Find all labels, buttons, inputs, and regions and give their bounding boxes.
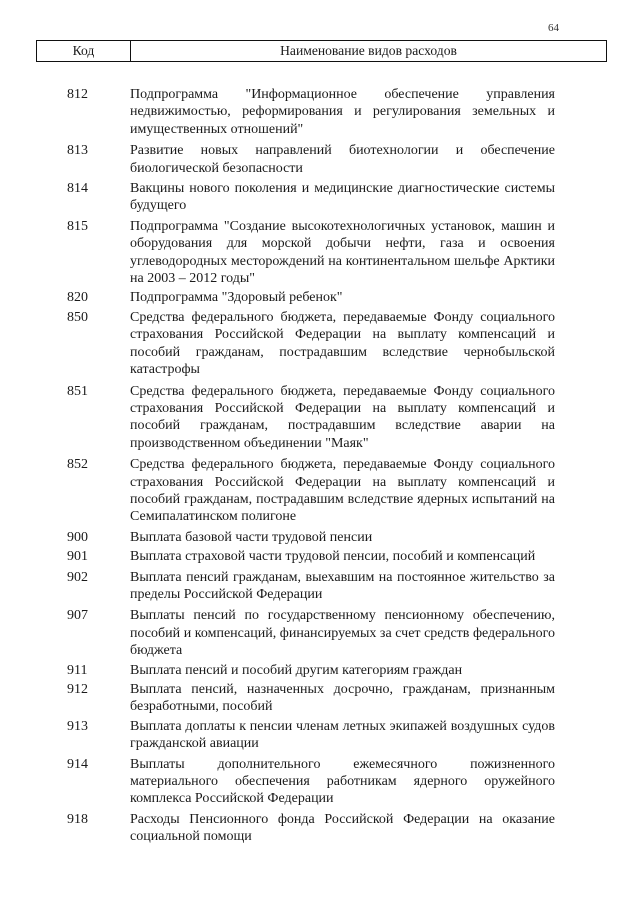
row-description: Выплата страховой части трудовой пенсии, пособий и компенсаций [130, 549, 536, 565]
row-code: 812 [67, 87, 88, 102]
row-code: 820 [67, 290, 88, 306]
row-description: Выплата пенсий и пособий другим категориям граждан [130, 662, 463, 678]
row-description: Расходы Пенсионного фонда Российской Федерации на оказание социальной помощи [130, 811, 555, 845]
row-code: 913 [67, 718, 88, 734]
row-description: Подпрограмма "Здоровый ребенок" [130, 290, 343, 306]
row-code: 814 [67, 181, 88, 197]
page-number: 64 [548, 22, 559, 34]
table-row [0, 607, 640, 659]
row-code: 901 [67, 549, 88, 565]
row-description: Развитие новых направлений биотехнологии и обеспечение биологической безопасности [130, 143, 555, 176]
row-description: Выплата доплаты к пенсии членам летных экипажей воздушных судов гражданской авиации [130, 718, 555, 752]
table-row [0, 309, 640, 379]
row-code: 902 [67, 569, 88, 585]
row-code: 852 [67, 457, 88, 473]
table-row [0, 218, 640, 288]
row-code: 911 [67, 662, 88, 678]
table-row [0, 662, 640, 679]
table-row [0, 456, 640, 526]
row-description: Подпрограмма "Создание высокотехнологичных установок, машин и оборудования для морской добычи нефти, газа и освоения углеводородных месторождений на континентальном шельфе Арктики на 2003 – 2012 годы" [130, 218, 555, 287]
row-code: 851 [67, 383, 88, 399]
header-name-column: Наименование видов расходов [280, 43, 457, 58]
table-row [0, 569, 640, 604]
table-header [36, 40, 607, 62]
row-code: 813 [67, 143, 88, 159]
table-row [0, 383, 640, 453]
row-code: 850 [67, 309, 88, 325]
expense-list [0, 86, 640, 846]
row-code: 907 [67, 608, 88, 624]
table-row [0, 718, 640, 753]
row-code: 912 [67, 682, 88, 697]
row-description: Выплата базовой части трудовой пенсии [130, 529, 373, 545]
row-description: Выплаты пенсий по государственному пенсионному обеспечению, пособий и компенсаций, финансируемых за счет средств федерального бюджета [130, 608, 555, 659]
row-code: 918 [67, 811, 88, 827]
row-description: Средства федерального бюджета, передаваемые Фонду социального страхования Российской Федерации на выплату компенсаций и пособий гражданам, пострадавшим вследствие чернобыльской катастрофы [130, 309, 555, 378]
row-code: 815 [67, 218, 88, 234]
header-code-column: Код [37, 41, 131, 61]
table-row [0, 811, 640, 846]
row-description: Подпрограмма "Информационное обеспечение управления недвижимостью, реформирования и регулирования земельных и имущественных отношений" [130, 87, 555, 137]
row-description: Выплата пенсий гражданам, выехавшим на постоянное жительство за пределы Российской Федерации [130, 569, 555, 602]
table-row [0, 86, 640, 138]
row-description: Выплаты дополнительного ежемесячного пожизненного материального обеспечения работникам ядерного оружейного комплекса Российской Федерации [130, 756, 555, 807]
row-description: Средства федерального бюджета, передаваемые Фонду социального страхования Российской Федерации на выплату компенсаций и пособий гражданам, пострадавшим вследствие ядерных испытаний на Семипалатинском полигоне [130, 457, 555, 525]
row-code: 914 [67, 756, 88, 772]
table-row [0, 681, 640, 716]
table-row [0, 756, 640, 808]
table-row [0, 142, 640, 177]
table-row [0, 529, 640, 546]
row-description: Средства федерального бюджета, передаваемые Фонду социального страхования Российской Федерации на выплату компенсаций и пособий гражданам, пострадавшим вследствие аварии на производственном объединении "Маяк" [130, 383, 555, 451]
row-description: Вакцины нового поколения и медицинские диагностические системы будущего [130, 181, 555, 214]
row-description: Выплата пенсий, назначенных досрочно, гражданам, признанным безработными, пособий [130, 682, 555, 715]
table-row [0, 548, 640, 565]
table-row [0, 289, 640, 306]
table-row [0, 180, 640, 215]
row-code: 900 [67, 529, 88, 545]
